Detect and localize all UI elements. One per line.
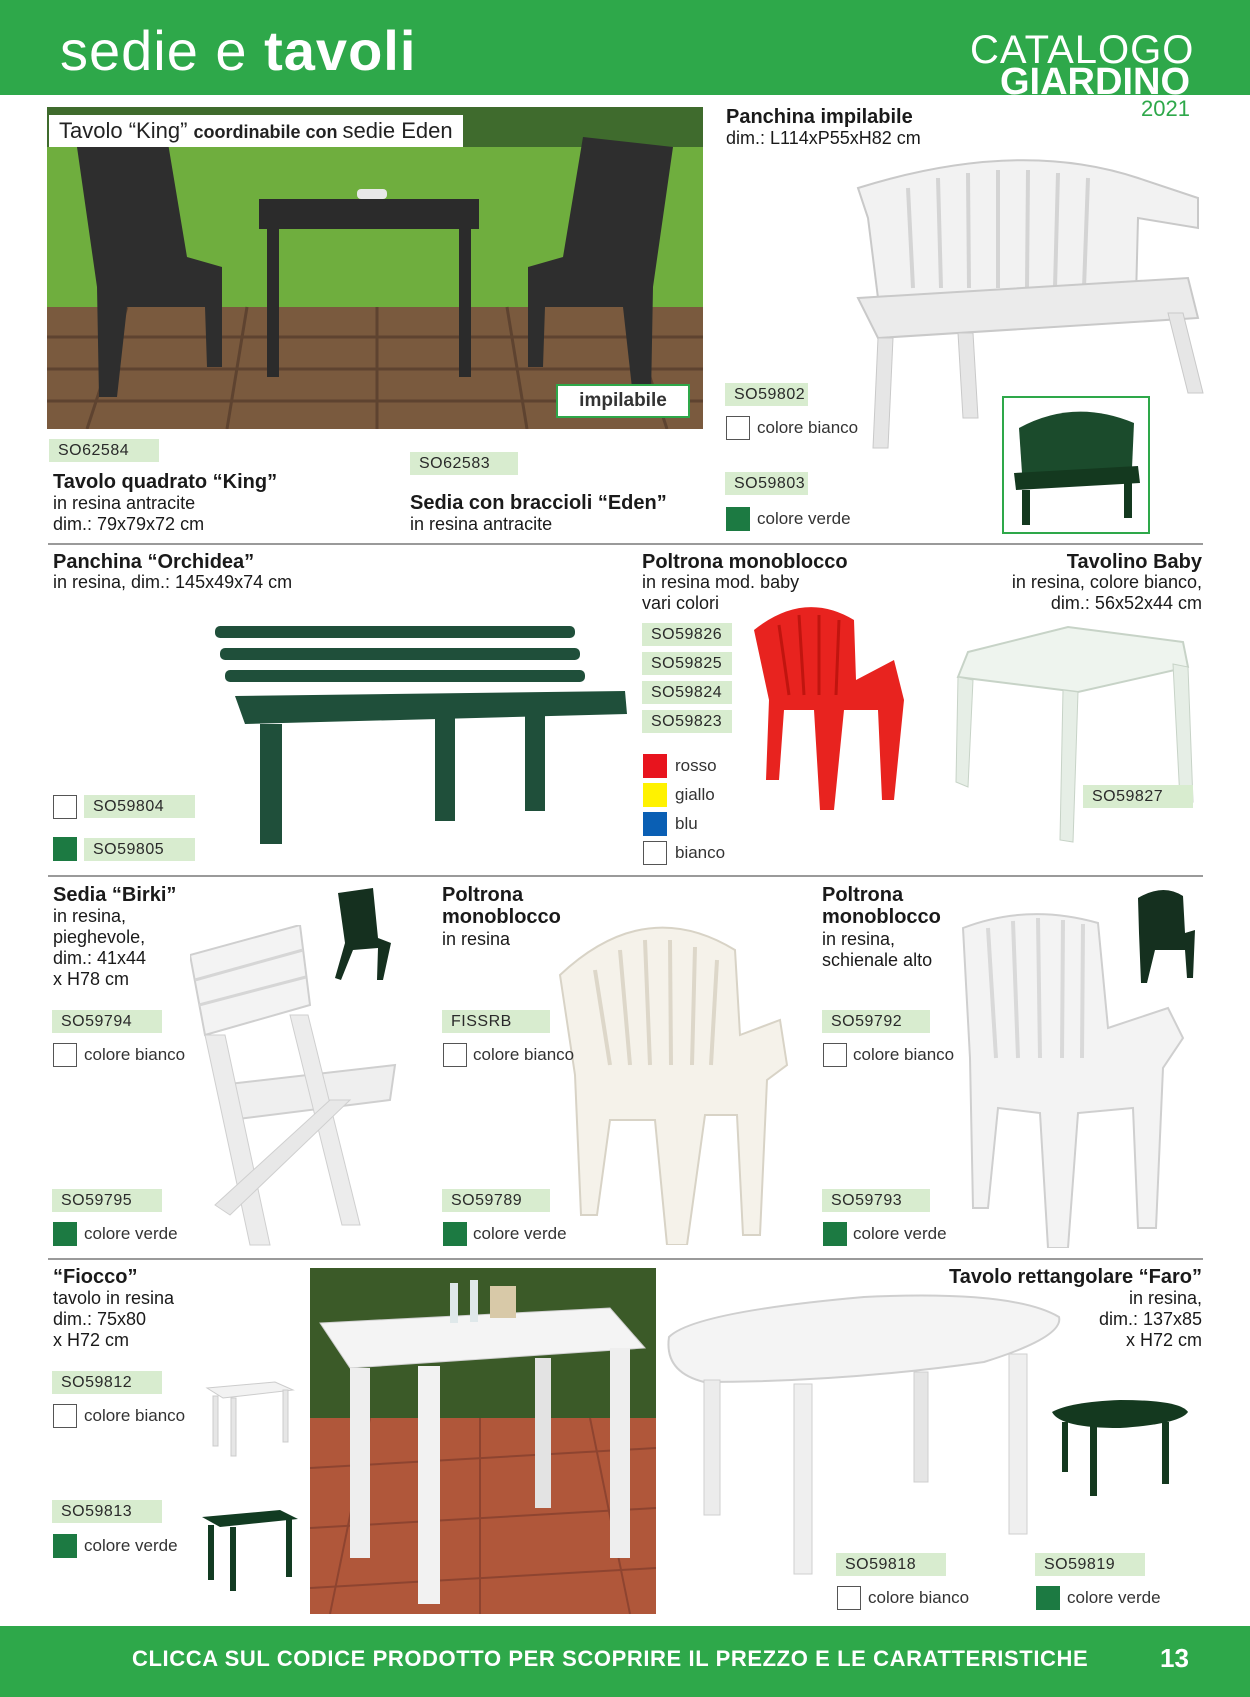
catalog-label: CATALOGO (970, 28, 1195, 72)
color-label-white: colore bianco (84, 1045, 186, 1064)
code-so62584[interactable]: SO62584 (49, 439, 159, 462)
code-so59805[interactable]: SO59805 (84, 838, 195, 861)
birki-desc3: dim.: 41x44 (53, 948, 147, 968)
code-so59802[interactable]: SO59802 (725, 383, 808, 406)
baby-chair-desc2: vari colori (642, 593, 720, 613)
baby-table-dims: dim.: 56x52x44 cm (1050, 593, 1202, 613)
caption-part: Tavolo “King” (59, 118, 194, 143)
red-chair-image (744, 600, 909, 815)
baby-chair-title: Poltrona monoblocco (642, 551, 848, 573)
code-so59826[interactable]: SO59826 (642, 623, 732, 646)
stack-bench-desc: dim.: L114xP55xH82 cm (726, 128, 921, 148)
fiocco-desc3: x H72 cm (53, 1330, 130, 1350)
code-so59803[interactable]: SO59803 (725, 472, 808, 495)
section-divider (48, 543, 1203, 545)
code-so59804[interactable]: SO59804 (84, 795, 195, 818)
white-swatch (53, 1043, 77, 1067)
stackable-tag: impilabile (556, 384, 690, 418)
color-label-blue: blu (675, 814, 698, 833)
faro-desc3: x H72 cm (1125, 1330, 1202, 1350)
faro-desc2: dim.: 137x85 (1098, 1309, 1202, 1329)
color-label-white: colore bianco (757, 418, 859, 437)
color-label-white: colore bianco (868, 1588, 970, 1607)
mono2-desc2: schienale alto (822, 950, 933, 970)
king-table-desc: in resina antracite (53, 493, 196, 513)
faro-green-thumbnail (1050, 1398, 1190, 1498)
color-label-green: colore verde (853, 1224, 947, 1243)
fiocco-photo (310, 1268, 656, 1614)
mono1-desc: in resina (442, 929, 511, 949)
green-bench-thumbnail (1002, 396, 1150, 534)
code-so59813[interactable]: SO59813 (52, 1500, 162, 1523)
king-table-dims: dim.: 79x79x72 cm (53, 514, 205, 534)
birki-title: Sedia “Birki” (53, 884, 177, 906)
stack-bench-title: Panchina impilabile (726, 106, 913, 128)
white-swatch (643, 841, 667, 865)
king-caption (49, 115, 463, 147)
green-swatch (443, 1222, 467, 1246)
faro-desc1: in resina, (1128, 1288, 1202, 1308)
yellow-swatch (643, 783, 667, 807)
code-so59812[interactable]: SO59812 (52, 1371, 162, 1394)
mono2-title: Poltrona (822, 884, 904, 906)
mono2-desc1: in resina, (822, 929, 896, 949)
color-label-white: colore bianco (853, 1045, 955, 1064)
color-label-white: bianco (675, 843, 726, 862)
baby-table-desc: in resina, colore bianco, (1011, 572, 1202, 592)
caption-part: sedie Eden (342, 118, 453, 143)
code-so59824[interactable]: SO59824 (642, 681, 732, 704)
code-so59827[interactable]: SO59827 (1083, 785, 1193, 808)
color-label-green: colore verde (473, 1224, 567, 1243)
birki-desc1: in resina, (53, 906, 127, 926)
color-label-green: colore verde (1067, 1588, 1161, 1607)
code-fissrb[interactable]: FISSRB (442, 1010, 550, 1033)
white-monobloc-chair-image (555, 915, 795, 1245)
faro-white-table-image (664, 1292, 1064, 1577)
eden-chair-desc: in resina antracite (410, 514, 553, 534)
white-swatch (823, 1043, 847, 1067)
catalog-label-bold: GIARDINO (1000, 61, 1190, 103)
king-eden-photo (47, 107, 703, 429)
code-so59819[interactable]: SO59819 (1035, 1553, 1145, 1576)
color-label-green: colore verde (84, 1536, 178, 1555)
fiocco-white-thumbnail (205, 1378, 295, 1458)
green-swatch (1036, 1586, 1060, 1610)
code-so59823[interactable]: SO59823 (642, 710, 732, 733)
blue-swatch (643, 812, 667, 836)
fiocco-green-thumbnail (200, 1505, 300, 1595)
color-label-white: colore bianco (84, 1406, 186, 1425)
caption-part-small: coordinabile con (193, 122, 343, 142)
green-swatch (823, 1222, 847, 1246)
color-label-yellow: giallo (675, 785, 715, 804)
code-so59818[interactable]: SO59818 (836, 1553, 946, 1576)
orchidea-bench-image (215, 596, 630, 856)
patio-scene-image (310, 1268, 656, 1614)
green-swatch (53, 1222, 77, 1246)
code-so59789[interactable]: SO59789 (442, 1189, 550, 1212)
code-so62583[interactable]: SO62583 (410, 452, 518, 475)
color-label-white: colore bianco (473, 1045, 575, 1064)
white-swatch (443, 1043, 467, 1067)
birki-desc4: x H78 cm (53, 969, 130, 989)
mono2-title2: monoblocco (822, 906, 941, 928)
catalog-year: 2021 (1141, 96, 1190, 121)
code-so59792[interactable]: SO59792 (822, 1010, 930, 1033)
page-number: 13 (1160, 1643, 1189, 1673)
mono1-title2: monoblocco (442, 906, 561, 928)
king-table-title: Tavolo quadrato “King” (53, 471, 278, 493)
title-light: sedie e (60, 19, 265, 82)
birki-white-chair-image (190, 925, 405, 1250)
orchidea-title: Panchina “Orchidea” (53, 551, 255, 573)
fiocco-desc2: dim.: 75x80 (53, 1309, 147, 1329)
fiocco-title: “Fiocco” (53, 1266, 138, 1288)
code-so59794[interactable]: SO59794 (52, 1010, 162, 1033)
code-so59825[interactable]: SO59825 (642, 652, 732, 675)
section-divider (48, 1258, 1203, 1260)
baby-table-title: Tavolino Baby (1066, 551, 1202, 573)
color-label-green: colore verde (84, 1224, 178, 1243)
white-swatch (837, 1586, 861, 1610)
title-bold: tavoli (264, 19, 417, 82)
white-highback-chair-image (958, 908, 1190, 1248)
orchidea-desc: in resina, dim.: 145x49x74 cm (53, 572, 293, 592)
color-label-green: colore verde (757, 509, 851, 528)
green-bench-image (1004, 398, 1148, 532)
color-label-red: rosso (675, 756, 717, 775)
white-swatch (726, 416, 750, 440)
baby-chair-desc: in resina mod. baby (642, 572, 800, 592)
garden-scene-image (47, 107, 703, 429)
green-swatch (53, 1534, 77, 1558)
code-so59793[interactable]: SO59793 (822, 1189, 930, 1212)
green-swatch (53, 837, 77, 861)
red-swatch (643, 754, 667, 778)
faro-title: Tavolo rettangolare “Faro” (948, 1266, 1202, 1288)
code-so59795[interactable]: SO59795 (52, 1189, 162, 1212)
birki-desc2: pieghevole, (53, 927, 146, 947)
green-swatch (726, 507, 750, 531)
footer-instruction: CLICCA SUL CODICE PRODOTTO PER SCOPRIRE IL PREZZO E LE CARATTERISTICHE (132, 1646, 1089, 1671)
white-swatch (53, 795, 77, 819)
mono1-title: Poltrona (442, 884, 524, 906)
section-divider (48, 875, 1203, 877)
white-swatch (53, 1404, 77, 1428)
eden-chair-title: Sedia con braccioli “Eden” (410, 492, 667, 514)
fiocco-desc1: tavolo in resina (53, 1288, 175, 1308)
baby-table-image (948, 622, 1198, 847)
page-title (60, 18, 416, 83)
